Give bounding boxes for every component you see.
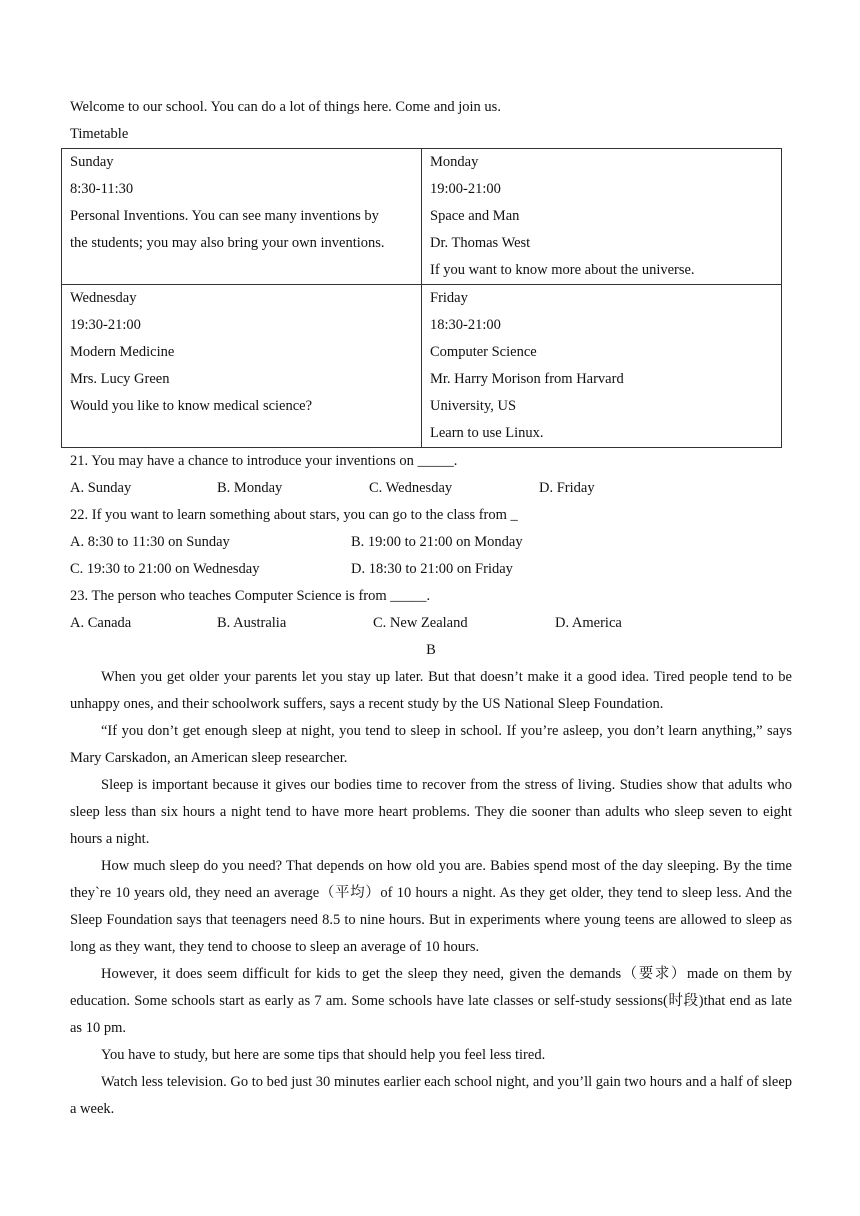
- question-22: 22. If you want to learn something about stars, you can go to the class from _: [70, 507, 518, 523]
- question-21: 21. You may have a chance to introduce your inventions on _____.: [70, 453, 458, 469]
- question-23: 23. The person who teaches Computer Science is from _____.: [70, 588, 431, 604]
- passage-b: [70, 664, 792, 1123]
- cell-line: 19:00-21:00: [430, 181, 501, 197]
- paragraph: Sleep is important because it gives our bodies time to recover from the stress of living. Studies show that adults who sleep less than six hours a night tend to have more heart problems. They die sooner than adults who sleep seven to eight hours a night.: [70, 777, 792, 847]
- section-heading-b: B: [426, 642, 436, 658]
- table-row: [62, 149, 782, 285]
- cell-line: Mr. Harry Morison from Harvard: [430, 371, 624, 387]
- cell-line: the students; you may also bring your own inventions.: [70, 235, 385, 251]
- cell-line: 8:30-11:30: [70, 181, 134, 197]
- question-23-options: [70, 610, 792, 637]
- cell-line: 18:30-21:00: [430, 317, 501, 333]
- paragraph: You have to study, but here are some tips that should help you feel less tired.: [101, 1047, 546, 1063]
- option-c: C. New Zealand: [373, 615, 468, 631]
- timetable-label: Timetable: [70, 126, 129, 142]
- cell-line: Personal Inventions. You can see many inventions by: [70, 208, 379, 224]
- cell-line: Dr. Thomas West: [430, 235, 531, 251]
- cell-line: Space and Man: [430, 208, 520, 224]
- cell-line: Wednesday: [70, 290, 137, 306]
- cell-line: University, US: [430, 398, 517, 414]
- option-c: C. 19:30 to 21:00 on Wednesday: [70, 561, 260, 577]
- option-a: A. Canada: [70, 615, 132, 631]
- cell-line: Friday: [430, 290, 468, 306]
- timetable-cell-monday: [422, 149, 782, 285]
- question-22-options-row1: [70, 529, 792, 556]
- option-b: B. 19:00 to 21:00 on Monday: [351, 534, 523, 550]
- table-row: [62, 285, 782, 448]
- cell-line: Mrs. Lucy Green: [70, 371, 170, 387]
- question-21-options: [70, 475, 792, 502]
- option-a: A. 8:30 to 11:30 on Sunday: [70, 534, 230, 550]
- paragraph: Watch less television. Go to bed just 30 minutes earlier each school night, and you’ll gain two hours and a half of sleep a week.: [70, 1074, 792, 1117]
- paragraph: When you get older your parents let you stay up later. But that doesn’t make it a good idea. Tired people tend to be unhappy ones, and their schoolwork suffers, says a recent study by the US National Sleep Foundation.: [70, 669, 792, 712]
- option-b: B. Australia: [217, 615, 287, 631]
- document-page: [70, 94, 792, 1123]
- intro-text: Welcome to our school. You can do a lot of things here. Come and join us.: [70, 99, 501, 115]
- cell-line: 19:30-21:00: [70, 317, 141, 333]
- timetable: [61, 148, 782, 448]
- cell-line: Monday: [430, 154, 479, 170]
- timetable-cell-friday: [422, 285, 782, 448]
- option-c: C. Wednesday: [369, 480, 453, 496]
- cell-line: Would you like to know medical science?: [70, 398, 313, 414]
- option-d: D. 18:30 to 21:00 on Friday: [351, 561, 513, 577]
- option-a: A. Sunday: [70, 480, 132, 496]
- timetable-cell-sunday: [62, 149, 422, 285]
- paragraph: “If you don’t get enough sleep at night, you tend to sleep in school. If you’re asleep, you don’t learn anything,” says Mary Carskadon, an American sleep researcher.: [70, 723, 792, 766]
- cell-line: Sunday: [70, 154, 114, 170]
- timetable-cell-wednesday: [62, 285, 422, 448]
- option-d: D. Friday: [539, 480, 595, 496]
- question-22-options-row2: [70, 556, 792, 583]
- paragraph: However, it does seem difficult for kids to get the sleep they need, given the demands（要求）made on them by education. Some schools start as early as 7 am. Some schools have late classes or self-study sessions(时段)that end as late as 10 pm.: [70, 966, 792, 1036]
- option-d: D. America: [555, 615, 622, 631]
- cell-line: Modern Medicine: [70, 344, 175, 360]
- cell-line: Learn to use Linux.: [430, 425, 544, 441]
- cell-line: Computer Science: [430, 344, 537, 360]
- option-b: B. Monday: [217, 480, 283, 496]
- paragraph: How much sleep do you need? That depends on how old you are. Babies spend most of the day sleeping. By the time they`re 10 years old, they need an average（平均）of 10 hours a night. As they get older, they tend to sleep less. And the Sleep Foundation says that teenagers need 8.5 to nine hours. But in experiments where young teens are allowed to sleep as long as they want, they tend to choose to sleep an average of 10 hours.: [70, 858, 792, 955]
- cell-line: If you want to know more about the universe.: [430, 262, 695, 278]
